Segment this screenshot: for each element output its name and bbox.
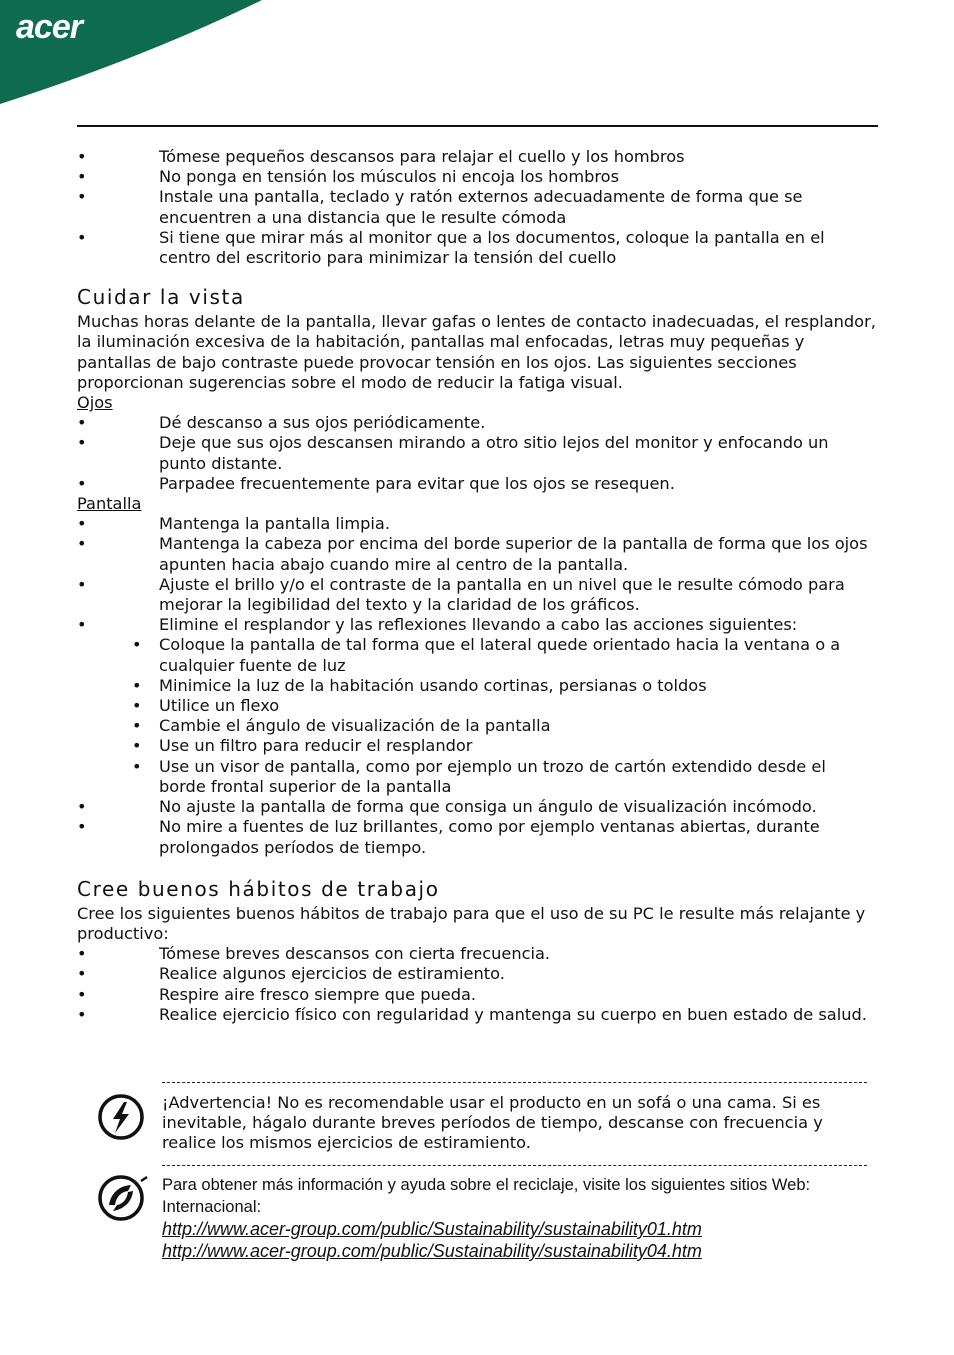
- sub-list-item: • Coloque la pantalla de tal forma que el lateral quede orientado hacia la ventana o a cualquier fuente de luz: [132, 635, 841, 675]
- dashed-divider: [162, 1165, 867, 1166]
- habitos-paragraph: Cree los siguientes buenos hábitos de trabajo para que el uso de su PC le resulte más relajante y productivo:: [77, 903, 866, 943]
- sustainability-link-1[interactable]: http://www.acer-group.com/public/Sustainability/sustainability01.htm: [162, 1219, 702, 1239]
- list-item: • Respire aire fresco siempre que pueda.: [77, 984, 477, 1004]
- sub-list-item: • Use un visor de pantalla, como por ejemplo un trozo de cartón extendido desde el borde frontal superior de la pantalla: [132, 756, 826, 796]
- list-item: • Deje que sus ojos descansen mirando a otro sitio lejos del monitor y enfocando un punto distante.: [77, 433, 829, 473]
- list-item: • No mire a fuentes de luz brillantes, como por ejemplo ventanas abiertas, durante prolongados períodos de tiempo.: [77, 817, 820, 857]
- header-banner: [0, 0, 954, 110]
- warning-text: ¡Advertencia! No es recomendable usar el producto en un sofá o una cama. Si es inevitable, hágalo durante breves períodos de tiempo, descanse con frecuencia y realice los mismos ejercicios de estiramiento.: [162, 1093, 823, 1153]
- list-item: • Elimine el resplandor y las reflexiones llevando a cabo las acciones siguientes:: [77, 615, 798, 635]
- info-text: Para obtener más información y ayuda sobre el reciclaje, visite los siguientes sitios Web:: [162, 1176, 811, 1194]
- sustainability-link-2[interactable]: http://www.acer-group.com/public/Sustainability/sustainability04.htm: [162, 1241, 702, 1261]
- section-title-habitos: Cree buenos hábitos de trabajo: [77, 876, 440, 901]
- list-item: • No ponga en tensión los músculos ni encoja los hombros: [77, 167, 619, 187]
- list-item: • Tómese breves descansos con cierta frecuencia.: [77, 944, 551, 964]
- ojos-label: Ojos: [77, 393, 113, 413]
- sub-list-item: • Use un filtro para reducir el resplandor: [132, 736, 473, 756]
- list-item: • Si tiene que mirar más al monitor que a los documentos, coloque la pantalla en el centro del escritorio para minimizar la tensión del cuello: [77, 227, 825, 268]
- list-item: • Realice algunos ejercicios de estiramiento.: [77, 964, 505, 984]
- list-item: • Mantenga la pantalla limpia.: [77, 514, 390, 534]
- list-item: • Mantenga la cabeza por encima del borde superior de la pantalla de forma que los ojos apunten hacia abajo cuando mire al centro de la pantalla.: [77, 534, 868, 574]
- page-content: [77, 147, 877, 1025]
- pantalla-label: Pantalla: [77, 494, 142, 514]
- sub-list-item: • Minimice la luz de la habitación usando cortinas, persianas o toldos: [132, 675, 707, 695]
- list-item: • Instale una pantalla, teclado y ratón externos adecuadamente de forma que se encuentren a una distancia que le resulte cómoda: [77, 187, 803, 227]
- list-item: • Ajuste el brillo y/o el contraste de la pantalla en un nivel que le resulte cómodo para mejorar la legibilidad del texto y la claridad de los gráficos.: [77, 574, 845, 615]
- list-item: • Dé descanso a sus ojos periódicamente.: [77, 413, 486, 433]
- sub-list-item: • Cambie el ángulo de visualización de la pantalla: [132, 716, 551, 736]
- list-item: • Tómese pequeños descansos para relajar el cuello y los hombros: [77, 147, 685, 166]
- dashed-divider: [162, 1082, 867, 1083]
- acer-logo: acer: [16, 8, 82, 46]
- section-title-vista: Cuidar la vista: [77, 285, 245, 310]
- recycle-info-icon: [97, 1173, 149, 1223]
- info-label: Internacional:: [162, 1197, 262, 1216]
- list-item: • No ajuste la pantalla de forma que consiga un ángulo de visualización incómodo.: [77, 797, 817, 817]
- header-rule: [77, 125, 878, 127]
- list-item: • Realice ejercicio físico con regularidad y mantenga su cuerpo en buen estado de salud.: [77, 1004, 867, 1024]
- sub-list-item: • Utilice un flexo: [132, 696, 280, 716]
- recycling-info: [162, 1175, 892, 1262]
- warning-icon: [97, 1093, 145, 1141]
- list-item: • Parpadee frecuentemente para evitar que los ojos se resequen.: [77, 473, 675, 493]
- vista-paragraph: Muchas horas delante de la pantalla, llevar gafas o lentes de contacto inadecuadas, el resplandor, la iluminación excesiva de la habitación, pantallas mal enfocadas, letras muy pequeñas y pantallas de bajo contraste puede provocar tensión en los ojos. Las siguientes secciones proporcionan sugerencias sobre el modo de reducir la fatiga visual.: [77, 312, 876, 392]
